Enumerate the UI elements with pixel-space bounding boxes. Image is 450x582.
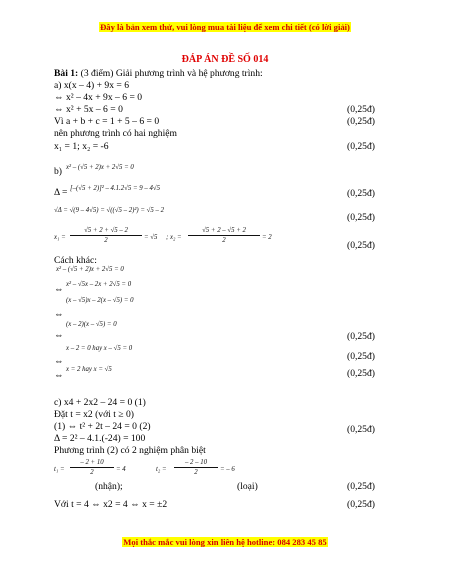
equivalence-arrow-3: ⇔	[54, 330, 64, 341]
part-c-line-3: (1) ⇔ t² + 2t – 24 = 0 (2)	[54, 421, 151, 432]
t1-denominator: 2	[90, 469, 94, 476]
x1-denominator: 2	[104, 237, 108, 244]
x2-result: = 2	[262, 234, 272, 241]
equivalence-arrow-1: ⇔	[54, 284, 64, 295]
x1-numerator: √5 + 2 + √5 – 2	[70, 226, 142, 236]
part-a-line-1: a) x(x – 4) + 9x = 6	[54, 80, 130, 91]
t1-accepted-note: (nhận);	[95, 481, 123, 492]
alt-step-2: x² – √5x – 2x + 2√5 = 0	[66, 281, 132, 288]
alt-step-4: (x – 2)(x – √5) = 0	[66, 321, 117, 328]
score-b-2: (0,25đ)	[347, 212, 375, 223]
score-a-1: (0,25đ)	[347, 104, 375, 115]
score-b-6: (0,25đ)	[347, 368, 375, 379]
hotline-text: Mọi thắc mắc vui lòng xin liên hệ hotline: 084 283 45 85	[123, 537, 327, 547]
part-c-line-5: Phương trình (2) có 2 nghiệm phân biệt	[54, 445, 206, 456]
alt-step-3: (x – √5)x – 2(x – √5) = 0	[66, 297, 134, 304]
t1-label: t₁ =	[54, 466, 65, 473]
part-a-line-2: ⇔ x² – 4x + 9x – 6 = 0	[54, 92, 143, 103]
alt-step-5: x – 2 = 0 hay x – √5 = 0	[66, 345, 133, 352]
alt-step-6: x = 2 hay x = √5	[66, 366, 112, 373]
score-a-3: (0,25đ)	[347, 141, 375, 152]
score-a-2: (0,25đ)	[347, 116, 375, 127]
score-b-5: (0,25đ)	[347, 351, 375, 362]
t2-numerator: – 2 – 10	[174, 458, 218, 468]
preview-notice-text: Đây là bản xem thử, vui lòng mua tài liệu để xem chi tiết (có lời giải)	[100, 22, 350, 32]
x1-result: = √5	[144, 234, 158, 241]
x1-fraction	[70, 226, 142, 245]
part-a-line-5: nên phương trình có hai nghiệm	[54, 128, 177, 139]
alternative-method-label: Cách khác:	[54, 255, 97, 266]
exercise-instruction: (3 điểm) Giải phương trình và hệ phương trình:	[78, 68, 263, 79]
part-b-label: b)	[54, 166, 62, 177]
t2-denominator: 2	[194, 469, 198, 476]
exercise-heading	[54, 68, 263, 79]
t1-result: = 4	[116, 466, 126, 473]
equivalence-arrow-2: ⇔	[54, 309, 64, 320]
score-b-3: (0,25đ)	[347, 240, 375, 251]
delta-label: Δ =	[54, 187, 68, 198]
score-b-1: (0,25đ)	[347, 188, 375, 199]
hotline-banner	[0, 537, 450, 548]
x1-label: x₁ =	[54, 234, 66, 241]
part-b-equation: x² – (√5 + 2)x + 2√5 = 0	[66, 164, 134, 171]
score-c-3: (0,25đ)	[347, 499, 375, 510]
score-c-1: (0,25đ)	[347, 424, 375, 435]
part-a-line-3: ⇔ x² + 5x – 6 = 0	[54, 104, 123, 115]
part-c-line-4: Δ = 2² – 4.1.(-24) = 100	[54, 433, 146, 444]
score-c-2: (0,25đ)	[347, 481, 375, 492]
score-b-4: (0,25đ)	[347, 331, 375, 342]
equivalence-arrow-5: ⇔	[54, 370, 64, 381]
sqrt-delta-formula: √Δ = √(9 – 4√5) = √((√5 – 2)²) = √5 – 2	[54, 207, 165, 214]
x2-denominator: 2	[222, 237, 226, 244]
preview-notice-banner	[0, 22, 450, 33]
page-title: ĐÁP ÁN ĐỀ SỐ 014	[181, 54, 269, 65]
part-c-line-2: Đặt t = x2 (với t ≥ 0)	[54, 409, 134, 420]
t2-label: t₂ =	[156, 466, 167, 473]
part-a-line-6: x₁ = 1; x₂ = -6	[54, 141, 109, 152]
part-a-line-4: Vì a + b + c = 1 + 5 – 6 = 0	[54, 116, 160, 127]
x2-numerator: √5 + 2 – √5 + 2	[188, 226, 260, 236]
equivalence-arrow-4: ⇔	[54, 356, 64, 367]
alt-step-1: x² – (√5 + 2)x + 2√5 = 0	[56, 266, 124, 273]
x2-label: ; x₂ =	[166, 234, 182, 241]
t2-result: = – 6	[220, 466, 235, 473]
t2-rejected-note: (loại)	[237, 481, 258, 492]
part-c-conclusion: Với t = 4 ⇔ x2 = 4 ⇔ x = ±2	[54, 499, 168, 510]
x2-fraction	[188, 226, 260, 245]
delta-formula: [–(√5 + 2)]² – 4.1.2√5 = 9 – 4√5	[70, 185, 160, 192]
part-c-line-1: c) x4 + 2x2 – 24 = 0 (1)	[54, 397, 146, 408]
t1-numerator: – 2 + 10	[70, 458, 114, 468]
t1-fraction	[70, 458, 114, 477]
t2-fraction	[174, 458, 218, 477]
exercise-label: Bài 1:	[54, 68, 79, 79]
